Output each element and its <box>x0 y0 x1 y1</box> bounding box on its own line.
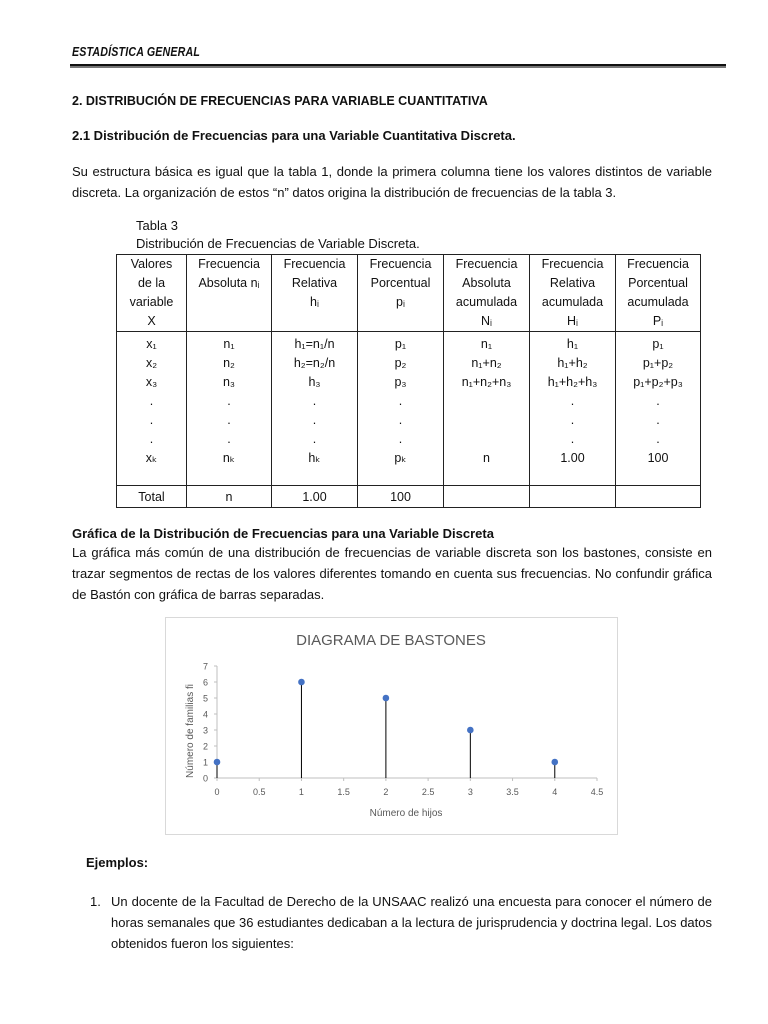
table-cell: n₁+n₂+n₃ <box>461 375 512 389</box>
header-line: Frecuencia <box>455 257 518 271</box>
table-cell: xₖ <box>145 451 158 465</box>
example-number: 1. <box>90 894 101 909</box>
header-line: Frecuencia <box>627 257 689 271</box>
y-tick-label: 3 <box>202 725 208 736</box>
table-cell: x₃ <box>145 375 158 389</box>
header-cum-relative <box>530 255 616 332</box>
data-point <box>298 679 305 686</box>
table-cell: . <box>656 413 660 427</box>
column-values-x <box>117 332 187 486</box>
table-cell: h₃ <box>308 375 321 389</box>
data-point <box>467 727 474 734</box>
table-cell: p₁+p₂ <box>642 356 674 370</box>
y-axis-label: Número de familias fi <box>185 684 196 778</box>
y-tick-label: 5 <box>202 693 208 704</box>
column-cum-relative <box>530 332 616 486</box>
header-cum-absolute <box>444 255 530 332</box>
table-cell: . <box>149 432 154 446</box>
header-cum-percent <box>616 255 701 332</box>
table-cell: h₁ <box>566 337 579 351</box>
table-caption-label: Tabla 3 <box>136 218 178 233</box>
x-tick-label: 1.5 <box>337 787 350 797</box>
header-line: acumulada <box>455 295 518 309</box>
x-tick-label: 4 <box>552 787 558 797</box>
header-line: Porcentual <box>370 276 431 290</box>
column-percent-freq <box>358 332 444 486</box>
table-cell: p₂ <box>394 356 407 370</box>
table-caption-title: Distribución de Frecuencias de Variable Discreta. <box>136 236 420 251</box>
header-line: Pᵢ <box>652 314 664 328</box>
table-cell: p₃ <box>394 375 407 389</box>
total-cell: 1.00 <box>272 486 358 508</box>
chart-section-paragraph: La gráfica más común de una distribución de frecuencias de variable discreta son los bastones, consiste en trazar segmentos de rectas de los valores diferentes tomando en cuenta sus frecuencias. No confundir gráfica de Bastón con gráfica de barras separadas. <box>72 545 712 602</box>
subsection-heading: 2.1 Distribución de Frecuencias para una Variable Cuantitativa Discreta. <box>72 128 516 143</box>
header-line: de la <box>137 276 166 290</box>
x-tick-label: 0 <box>214 787 220 797</box>
table-cell: x₂ <box>145 356 158 370</box>
table-cell <box>444 411 529 430</box>
header-line: Porcentual <box>628 276 688 290</box>
table-cell: . <box>312 413 317 427</box>
x-tick-label: 2.5 <box>421 787 435 797</box>
total-cell <box>530 486 616 508</box>
header-line: Absoluta nᵢ <box>198 276 260 290</box>
table-total-row <box>117 486 701 508</box>
section-heading: 2. DISTRIBUCIÓN DE FRECUENCIAS PARA VARIABLE CUANTITATIVA <box>72 94 488 108</box>
table-cell: . <box>398 432 403 446</box>
table-cell: . <box>398 394 403 408</box>
y-tick-label: 1 <box>202 757 208 768</box>
running-header: ESTADÍSTICA GENERAL <box>72 44 201 59</box>
chart-title: DIAGRAMA DE BASTONES <box>296 632 486 649</box>
y-tick-label: 7 <box>202 661 208 672</box>
header-line: Relativa <box>291 276 338 290</box>
x-tick-label: 0.5 <box>252 787 266 797</box>
table-cell: . <box>656 394 660 408</box>
table-cell: n₁ <box>223 337 235 351</box>
header-line: Valores <box>130 257 173 271</box>
y-tick-label: 0 <box>202 773 208 784</box>
x-tick-label: 2 <box>383 787 389 797</box>
table-cell: . <box>570 432 575 446</box>
y-tick-label: 6 <box>202 677 208 688</box>
header-line: acumulada <box>627 295 689 309</box>
table-cell: n₃ <box>222 375 236 389</box>
header-line: pᵢ <box>396 295 405 309</box>
header-line: Relativa <box>549 276 596 290</box>
data-point <box>214 759 221 766</box>
x-tick-label: 4.5 <box>590 787 604 797</box>
table-cell: . <box>312 394 317 408</box>
header-valores <box>117 255 187 332</box>
table-cell: x₁ <box>146 337 157 351</box>
header-line: Nᵢ <box>481 314 492 328</box>
table-cell: n₂ <box>223 356 235 370</box>
total-cell: n <box>187 486 272 508</box>
example-text: Un docente de la Facultad de Derecho de la UNSAAC realizó una encuesta para conocer el número de horas semanales que 36 estudiantes dedicaban a la lectura de jurisprudencia y doctrina legal. Los datos obtenidos fueron los siguientes: <box>111 894 712 951</box>
header-line: Frecuencia <box>541 257 604 271</box>
table-cell: h₁+h₂+h₃ <box>547 375 598 389</box>
total-cell: 100 <box>358 486 444 508</box>
header-rule <box>70 64 726 66</box>
table-header-row <box>117 255 701 332</box>
x-tick-label: 1 <box>298 787 304 797</box>
table-cell: n₁ <box>480 337 493 351</box>
column-cum-absolute <box>444 332 530 486</box>
x-tick-label: 3 <box>467 787 473 797</box>
table-cell: . <box>570 394 575 408</box>
header-line: Frecuencia <box>369 257 432 271</box>
table-cell: . <box>312 432 317 446</box>
stem-chart <box>165 617 618 835</box>
header-line: Frecuencia <box>198 257 260 271</box>
header-absolute-freq <box>187 255 272 332</box>
table-cell: nₖ <box>222 451 236 465</box>
table-cell: p₁ <box>394 337 407 351</box>
x-axis-label: Número de hijos <box>369 808 443 819</box>
table-cell <box>444 392 529 411</box>
header-relative-freq <box>272 255 358 332</box>
table-cell: 100 <box>647 451 669 465</box>
column-relative-freq <box>272 332 358 486</box>
total-label: Total <box>117 486 187 508</box>
examples-heading: Ejemplos: <box>86 855 149 870</box>
table-cell: . <box>149 413 154 427</box>
table-cell: p₁ <box>652 337 664 351</box>
chart-section-heading: Gráfica de la Distribución de Frecuencias para una Variable Discreta <box>72 526 494 541</box>
table-cell: . <box>656 432 660 446</box>
header-line: Absoluta <box>462 276 511 290</box>
table-cell: h₁=n₁/n <box>294 337 335 351</box>
x-tick-label: 3.5 <box>506 787 519 797</box>
table-cell: . <box>227 394 231 408</box>
y-tick-labels <box>203 662 208 784</box>
table-cell <box>444 430 529 449</box>
table-cell: n₁+n₂ <box>471 356 502 370</box>
chart-axes <box>214 666 597 781</box>
frequency-table <box>116 254 701 508</box>
header-line: hᵢ <box>310 295 319 309</box>
stem-chart-svg <box>166 618 617 834</box>
table-cell: . <box>227 432 231 446</box>
header-line: acumulada <box>541 295 604 309</box>
column-cum-percent <box>616 332 701 486</box>
header-line: Hᵢ <box>567 314 578 328</box>
y-tick-label: 2 <box>202 741 208 752</box>
table-cell: . <box>570 413 575 427</box>
intro-paragraph: Su estructura básica es igual que la tabla 1, donde la primera columna tiene los valores distintos de variable discreta. La organización de estos “n” datos origina la distribución de frecuencias de la tabla 3. <box>72 164 712 200</box>
table-body-row <box>117 332 701 486</box>
data-point <box>383 695 390 702</box>
total-cell <box>616 486 701 508</box>
table-cell: . <box>149 394 154 408</box>
header-line: Frecuencia <box>283 257 346 271</box>
table-cell: 1.00 <box>560 451 585 465</box>
table-cell: . <box>398 413 403 427</box>
table-cell: . <box>227 413 231 427</box>
header-percent-freq <box>358 255 444 332</box>
column-absolute-freq <box>187 332 272 486</box>
table-cell: hₖ <box>308 451 321 465</box>
header-line: variable <box>129 295 174 309</box>
header-line: X <box>147 314 156 328</box>
y-tick-label: 4 <box>202 709 208 720</box>
data-point <box>551 759 558 766</box>
total-cell <box>444 486 530 508</box>
table-cell: n <box>483 451 490 465</box>
table-cell: p₁+p₂+p₃ <box>633 375 683 389</box>
table-cell: h₂=n₂/n <box>293 356 336 370</box>
table-cell: h₁+h₂ <box>557 356 588 370</box>
table-cell: pₖ <box>394 451 407 465</box>
x-tick-labels <box>214 787 603 797</box>
